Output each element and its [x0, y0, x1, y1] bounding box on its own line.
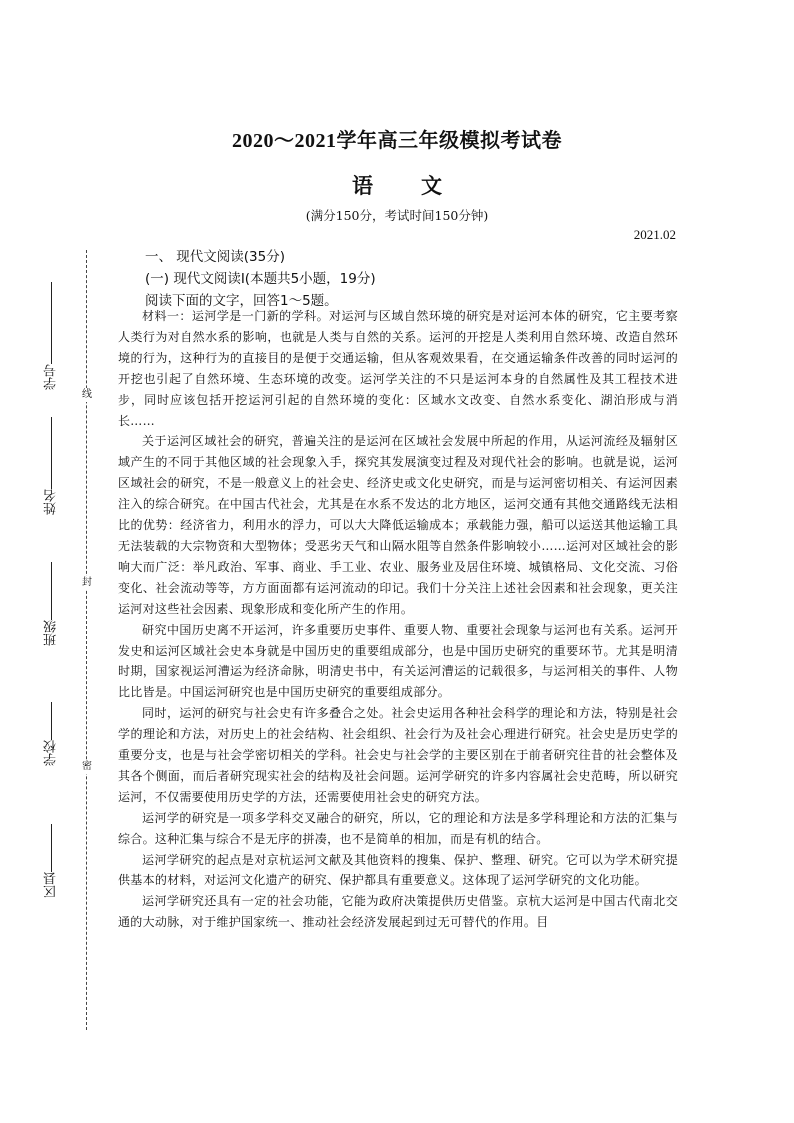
district-field — [40, 822, 62, 898]
instruction-text: 阅读下面的文字，回答1～5题。 — [145, 293, 338, 309]
class-field — [40, 560, 62, 646]
passage-paragraph: 研究中国历史离不开运河，许多重要历史事件、重要人物、重要社会现象与运河也有关系。运河开发史和运河区域社会史本身就是中国历史的重要组成部分，也是中国历史研究的重要环节。尤其是明清时期，国家视运河漕运为经济命脉，明清史书中，有关运河漕运的记载很多，与运河相关的事件、人物比比皆是。中国运河研究也是中国历史研究的重要组成部分。 — [118, 622, 678, 700]
binding-mark-feng: 封 — [82, 577, 92, 588]
reading-passage — [118, 306, 678, 933]
section-heading: 一、 现代文阅读(35分) — [145, 249, 286, 265]
passage-paragraph: 运河学的研究是一项多学科交叉融合的研究，所以，它的理论和方法是多学科理论和方法的汇集与综合。这种汇集与综合不是无序的拼凑，也不是简单的相加，而是有机的结合。 — [118, 810, 678, 846]
student-id-label: 学号 — [43, 364, 59, 390]
student-name-label: 姓名 — [43, 489, 59, 515]
passage-paragraph: 运河学研究的起点是对京杭运河文献及其他资料的搜集、保护、整理、研究。它可以为学术研究提供基本的材料，对运河文化遗产的研究、保护都具有重要意义。这体现了运河学研究的文化功能。 — [118, 852, 678, 888]
student-id-field — [40, 280, 62, 390]
subsection-heading: (一) 现代文阅读Ⅰ(本题共5小题，19分) — [145, 271, 376, 287]
class-label: 班级 — [43, 620, 59, 646]
exam-date: 2021.02 — [633, 227, 676, 242]
binding-dashed-line — [86, 250, 87, 1030]
student-name-field — [40, 415, 62, 515]
school-label: 学校 — [43, 740, 59, 766]
passage-paragraph: 运河学研究还具有一定的社会功能，它能为政府决策提供历史借鉴。京杭大运河是中国古代南北交通的大动脉，对于维护国家统一、推动社会经济发展起到过无可替代的作用。目 — [118, 894, 678, 930]
passage-paragraph: 材料一：运河学是一门新的学科。对运河与区域自然环境的研究是对运河本体的研究，它主要考察人类行为对自然水系的影响，也就是人类与自然的关系。运河的开挖是人类利用自然环境、改造自然环境的行为，这种行为的直接目的是便于交通运输，但从客观效果看，在交通运输条件改善的同时运河的开挖也引起了自然环境、生态环境的改变。运河学关注的不只是运河本身的自然属性及其工程技术进步，同时应该包括开挖运河引起的自然环境的变化：区域水文改变、自然水系变化、湖泊形成与消长…… — [118, 309, 678, 428]
passage-paragraph: 同时，运河的研究与社会史有许多叠合之处。社会史运用各种社会科学的理论和方法，特别是社会学的理论和方法，对历史上的社会结构、社会组织、社会行为及社会心理进行研究。社会史是历史学的重要分支，也是与社会学密切相关的学科。社会史与社会学的主要区别在于前者研究往昔的社会整体及其各个侧面，而后者研究现实社会的结构及社会问题。运河学研究的许多内容属社会史范畴，所以研究运河，不仅需要使用历史学的方法，还需要使用社会史的研究方法。 — [118, 706, 678, 804]
exam-title: 2020～2021学年高三年级模拟考试卷 — [232, 130, 562, 152]
subject-char-2: 文 — [421, 173, 442, 198]
school-field — [40, 700, 62, 766]
exam-note: (满分150分，考试时间150分钟) — [305, 208, 489, 223]
subject-heading — [0, 170, 794, 200]
subject-char-1: 语 — [352, 173, 373, 198]
binding-mark-mi: 密 — [82, 761, 92, 772]
district-label: 区县 — [43, 872, 59, 898]
passage-paragraph: 关于运河区域社会的研究，普遍关注的是运河在区域社会发展中所起的作用，从运河流经及辐射区域产生的不同于其他区域的社会现象入手，探究其发展演变过程及对现代社会的影响。也就是说，运河区域社会的研究，不是一般意义上的社会史、经济史或文化史研究，而是与运河密切相关、有运河因素注入的综合研究。在中国古代社会，尤其是在水系不发达的北方地区，运河交通有其他交通路线无法相比的优势：经济省力，利用水的浮力，可以大大降低运输成本；承载能力强，船可以运送其他运输工具无法装载的大宗物资和大型物体；受恶劣天气和山隔水阻等自然条件影响较小……运河对区域社会的影响大而广泛：举凡政治、军事、商业、手工业、农业、服务业及居住环境、城镇格局、文化交流、习俗变化、社会流动等等，方方面面都有运河流动的印记。我们十分关注上述社会因素和社会现象，更关注运河对这些社会因素、现象形成和变化所产生的作用。 — [118, 434, 678, 616]
binding-mark-xian: 线 — [82, 389, 92, 400]
